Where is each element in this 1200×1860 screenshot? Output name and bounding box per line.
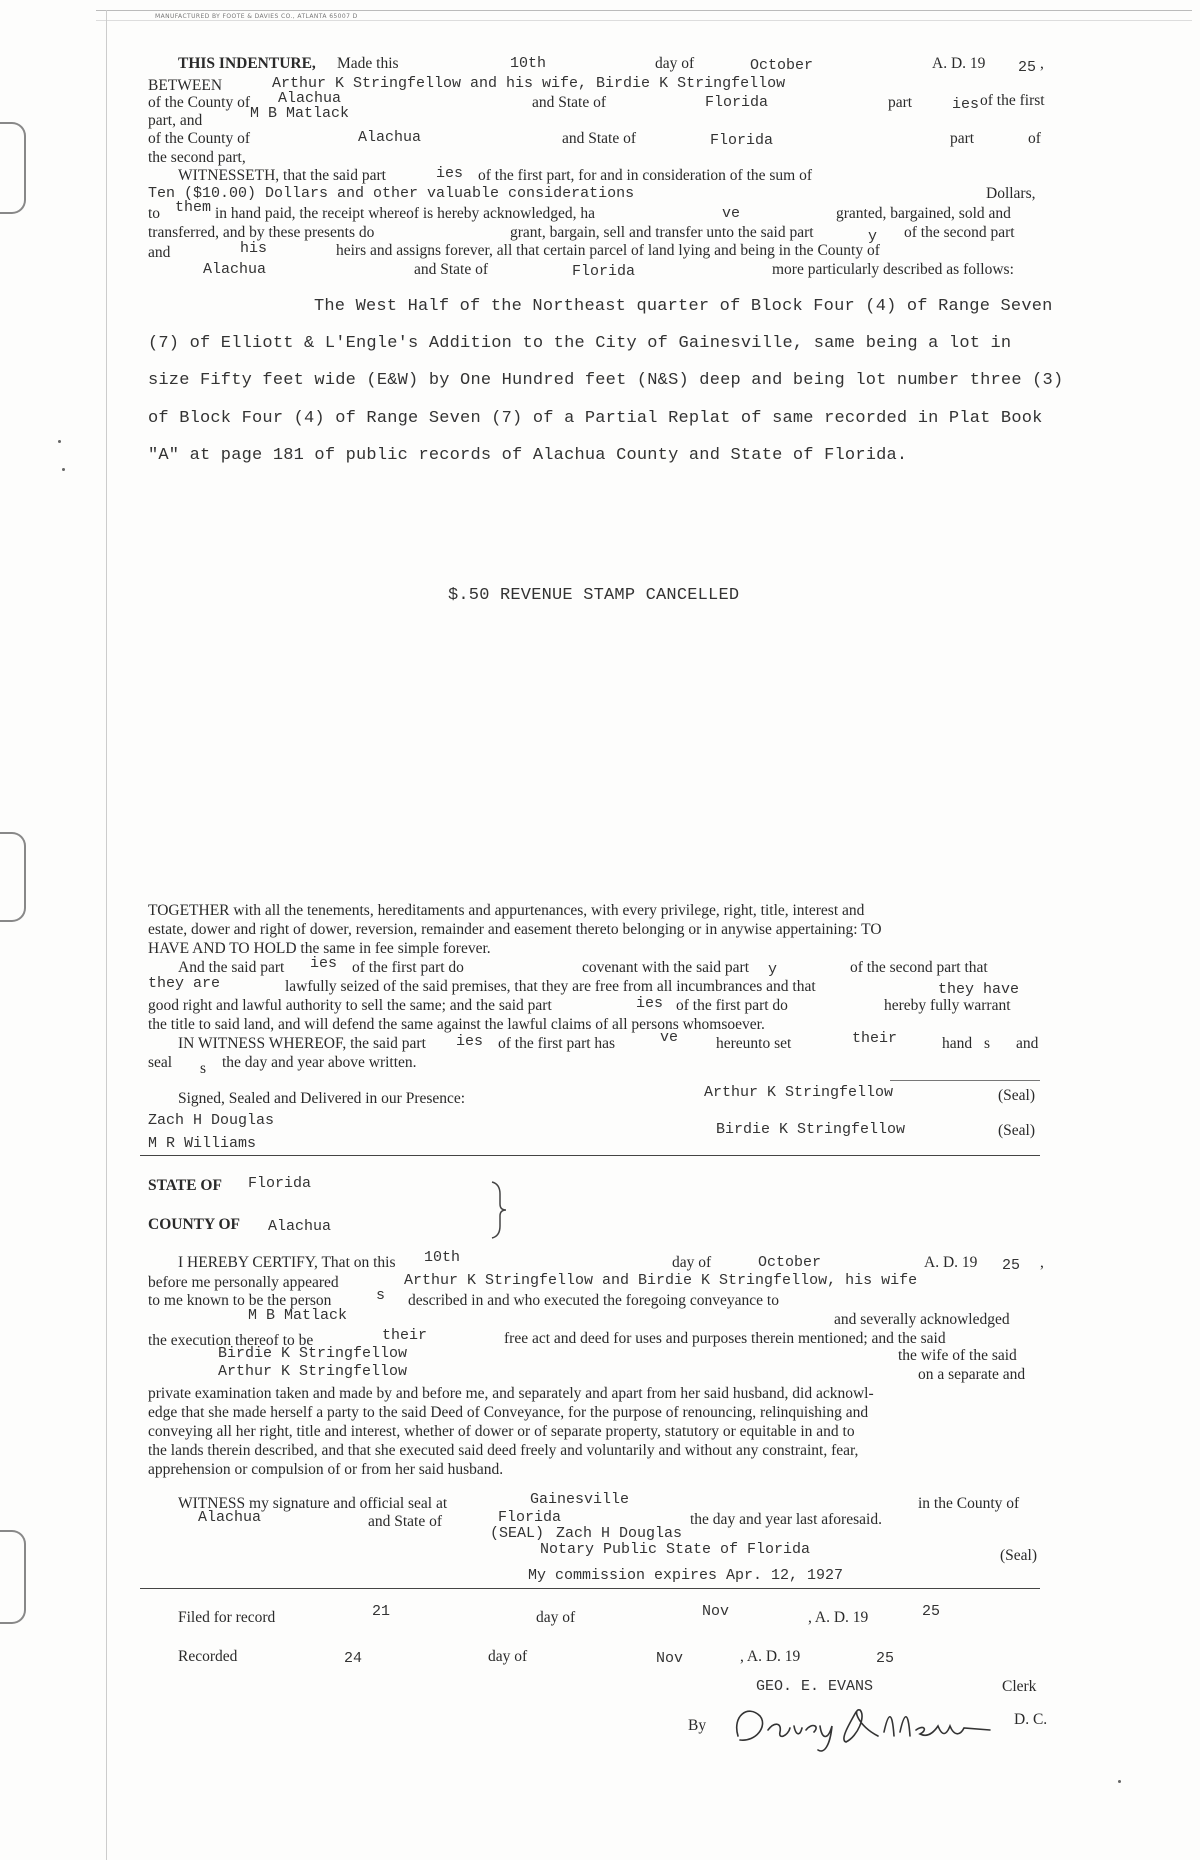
manufacturer-imprint: MANUFACTURED BY FOOTE & DAVIES CO., ATLANTA 65007 D [155,13,358,20]
their-fill: their [852,1030,898,1047]
exam-line-5: apprehension or compulsion of or from her said husband. [148,1461,504,1478]
part-label-2: part [950,130,975,147]
of-county-label: of the County of [148,94,251,111]
certify-line: I HEREBY CERTIFY, That on this [178,1254,396,1271]
severally-label: and severally acknowledged [834,1311,1010,1328]
ack-their: their [382,1327,428,1344]
left-margin-line [106,10,107,1860]
recorded-day: 24 [344,1650,363,1667]
recorded-year: 25 [876,1650,895,1667]
exam-line-1: private examination taken and made by and before me, and separately and apart from her said husband, did acknowl- [148,1385,874,1402]
recorded-day-of: day of [488,1648,528,1665]
ack-husband-name: Arthur K Stringfellow [218,1363,408,1380]
witnesseth-parties-suffix: ies [436,165,464,182]
day-of-label: day of [655,55,695,72]
ack-wife-name: Birdie K Stringfellow [218,1345,408,1362]
last-aforesaid-label: the day and year last aforesaid. [690,1511,882,1528]
description-line-5: "A" at page 181 of public records of Alachua County and State of Florida. [148,446,908,465]
recorded-label: Recorded [178,1648,238,1665]
margin-mark [1118,1780,1121,1783]
commission-expiry: My commission expires Apr. 12, 1927 [528,1567,844,1584]
dc-label: D. C. [1014,1711,1048,1728]
binder-hole-top [0,122,26,214]
witnesseth-line-b: of the first part, for and in consideration of the sum of [478,167,813,184]
granted-line: granted, bargained, sold and [836,205,1011,222]
notary-title: Notary Public State of Florida [540,1541,811,1558]
filed-day-of: day of [536,1609,576,1626]
between-label: BETWEEN [148,77,223,94]
of-label-2: of [1028,130,1041,147]
top-border-inner [96,20,1192,21]
hereunto-label: hereunto set [716,1035,792,1052]
more-particularly-label: more particularly described as follows: [772,261,1014,278]
his-fill: his [240,240,268,257]
before-me-label: before me personally appeared [148,1274,339,1291]
authority-line: good right and lawful authority to sell the same; and the said part [148,997,552,1014]
wife-of-label: the wife of the said [898,1347,1017,1364]
section-divider-1 [140,1155,1040,1156]
notary-seal: (Seal) [1000,1547,1038,1564]
seals-suffix: s [200,1060,207,1077]
ack-comma: , [1040,1254,1044,1271]
to-label: to [148,205,161,222]
grantee-name: M B Matlack [250,105,350,122]
witness-signature-line: WITNESS my signature and official seal at [178,1495,448,1512]
parties-suffix: ies [952,96,980,113]
seal-2: (Seal) [998,1122,1036,1139]
transferred-line: transferred, and by these presents do [148,224,375,241]
covenant-with-label: covenant with the said part [582,959,750,976]
binder-hole-middle [0,832,26,922]
ack-day: 10th [424,1249,461,1266]
signer-name-2: Birdie K Stringfellow [716,1121,906,1138]
parcel-county: Alachua [203,261,267,278]
and-label-2: and [1016,1035,1039,1052]
known-label: to me known to be the person [148,1292,332,1309]
exam-line-2: edge that she made herself a party to the said Deed of Conveyance, for the purpose of renouncing, relinquishing and [148,1404,869,1421]
of-the-first-label: of the first [980,92,1045,109]
second-part-label: the second part, [148,149,246,166]
ack-state: Florida [248,1175,312,1192]
parcel-state: Florida [572,263,636,280]
section-divider-2 [140,1588,1040,1589]
seal-label: seal [148,1054,173,1071]
ack-month: October [758,1254,822,1271]
and-label: and [148,244,171,261]
and-state-of-label: and State of [532,94,607,111]
ack-day-of: day of [672,1254,712,1271]
filed-year: 25 [922,1603,941,1620]
witness-name-1: Zach H Douglas [148,1112,275,1129]
they-are-fill: they are [148,975,221,992]
description-line-3: size Fifty feet wide (E&W) by One Hundred feet (N&S) deep and being lot number three (3) [148,371,1064,390]
ack-place: Gainesville [530,1491,630,1508]
day-year-above: the day and year above written. [222,1054,417,1071]
warrant-parties-suffix: ies [636,995,664,1012]
by-label: By [688,1717,707,1734]
grantors: Arthur K Stringfellow and his wife, Birdie K Stringfellow [272,75,786,92]
together-line-2: estate, dower and right of dower, reversion, remainder and easement thereto belonging or in anywise appertaining: TO [148,921,882,938]
clerk-label: Clerk [1002,1678,1037,1695]
seal-1: (Seal) [998,1087,1036,1104]
county-of-heading: COUNTY OF [148,1216,240,1233]
recorded-month: Nov [656,1650,684,1667]
covenant-first-part: of the first part do [352,959,464,976]
this-indenture-heading: THIS INDENTURE, [178,55,316,72]
persons-suffix: s [376,1287,386,1304]
filed-label: Filed for record [178,1609,276,1626]
heirs-line: heirs and assigns forever, all that certain parcel of land lying and being in the County of [336,242,880,259]
revenue-stamp-note: $.50 REVENUE STAMP CANCELLED [448,586,740,605]
ack-ad: A. D. 19 [924,1254,978,1271]
defend-line: the title to said land, and will defend the same against the lawful claims of all persons whomsoever. [148,1016,765,1033]
deed-day: 10th [510,55,547,72]
exam-line-4: the lands therein described, and that she executed said deed freely and voluntarily and without any constraint, fear, [148,1442,859,1459]
part-and-label: part, and [148,112,203,129]
exam-line-3: conveying all her right, title and interest, whether of dower or of separate property, statutory or equitable in and to [148,1423,855,1440]
binder-hole-bottom [0,1530,26,1624]
recorded-ad: , A. D. 19 [740,1648,801,1665]
hands-suffix: s [984,1035,991,1052]
receipt-line: in hand paid, the receipt whereof is hereby acknowledged, ha [215,205,596,222]
deed-year: 25 [1018,59,1037,76]
made-this-label: Made this [337,55,399,72]
filed-month: Nov [702,1603,730,1620]
witness-first-part: of the first part has [498,1035,616,1052]
second-part-line: of the second part [904,224,1015,241]
hand-label: hand [942,1035,973,1052]
witness-have-suffix: ve [660,1029,679,1046]
signature-line-top [890,1080,1040,1081]
executed-conveyance-label: described in and who executed the foregoing conveyance to [408,1292,779,1309]
covenant-second-part: of the second part that [850,959,988,976]
description-line-1: The West Half of the Northeast quarter of Block Four (4) of Range Seven [314,297,1053,316]
witness-name-2: M R Williams [148,1135,257,1152]
ack-persons: Arthur K Stringfellow and Birdie K Stringfellow, his wife [404,1272,918,1289]
warrant-first-part: of the first part do [676,997,788,1014]
consideration-sum: Ten ($10.00) Dollars and other valuable considerations [148,185,635,202]
filed-day: 21 [372,1603,391,1620]
covenant-parties-suffix: ies [310,955,338,972]
execution-label: the execution thereof to be [148,1332,314,1349]
comma: , [1040,55,1044,72]
grantor-state: Florida [705,94,769,111]
covenant-party-suffix: y [768,961,778,978]
ack-county: Alachua [268,1218,332,1235]
free-act-line: free act and deed for uses and purposes therein mentioned; and the said [504,1330,946,1347]
and-state-of-label-2: and State of [562,130,637,147]
together-line-3: HAVE AND TO HOLD the same in fee simple forever. [148,940,491,957]
presence-label: Signed, Sealed and Delivered in our Presence: [178,1090,466,1107]
witness-parties-suffix: ies [456,1033,484,1050]
bracket-brace [488,1180,510,1240]
them-fill: them [175,199,212,216]
ack-grantee: M B Matlack [248,1307,348,1324]
ad-label: A. D. 19 [932,55,986,72]
ack-county-2: Alachua [198,1509,262,1526]
ack-and-state-of: and State of [368,1513,443,1530]
signer-name-1: Arthur K Stringfellow [704,1084,894,1101]
ack-year: 25 [1002,1257,1021,1274]
party-suffix: y [868,228,878,245]
grantee-state: Florida [710,132,774,149]
and-state-of-label-3: and State of [414,261,489,278]
margin-mark [62,468,65,471]
of-county-label-2: of the County of [148,130,251,147]
state-of-heading: STATE OF [148,1177,222,1194]
clerk-name: GEO. E. EVANS [756,1678,874,1695]
covenant-line-1: And the said part [178,959,285,976]
ack-state-2: Florida [498,1509,562,1526]
margin-mark [58,440,61,443]
grant-line: grant, bargain, sell and transfer unto the said part [510,224,814,241]
deed-month: October [750,57,814,74]
dollars-label: Dollars, [986,185,1036,202]
in-witness-line: IN WITNESS WHEREOF, the said part [178,1035,426,1052]
grantee-county: Alachua [358,129,422,146]
part-label: part [888,94,913,111]
notary-name: Zach H Douglas [556,1525,683,1542]
separate-label: on a separate and [918,1366,1026,1383]
description-line-4: of Block Four (4) of Range Seven (7) of a Partial Replat of same recorded in Plat Book [148,409,1043,428]
grantor-county: Alachua [278,90,342,107]
seized-line: lawfully seized of the said premises, that they are free from all incumbrances and that [285,978,816,995]
have-suffix: ve [722,205,741,222]
description-line-2: (7) of Elliott & L'Engle's Addition to the City of Gainesville, same being a lot in [148,334,1012,353]
filed-ad: , A. D. 19 [808,1609,869,1626]
in-county-label: in the County of [918,1495,1020,1512]
witnesseth-line: WITNESSETH, that the said part [178,167,386,184]
deputy-clerk-signature [728,1696,998,1756]
top-border [96,10,1192,11]
warrant-label: hereby fully warrant [884,997,1011,1014]
together-line-1: TOGETHER with all the tenements, hereditaments and appurtenances, with every privilege, right, title, interest and [148,902,865,919]
notary-seal-mark: (SEAL) [490,1525,545,1542]
they-have-fill: they have [938,981,1020,998]
